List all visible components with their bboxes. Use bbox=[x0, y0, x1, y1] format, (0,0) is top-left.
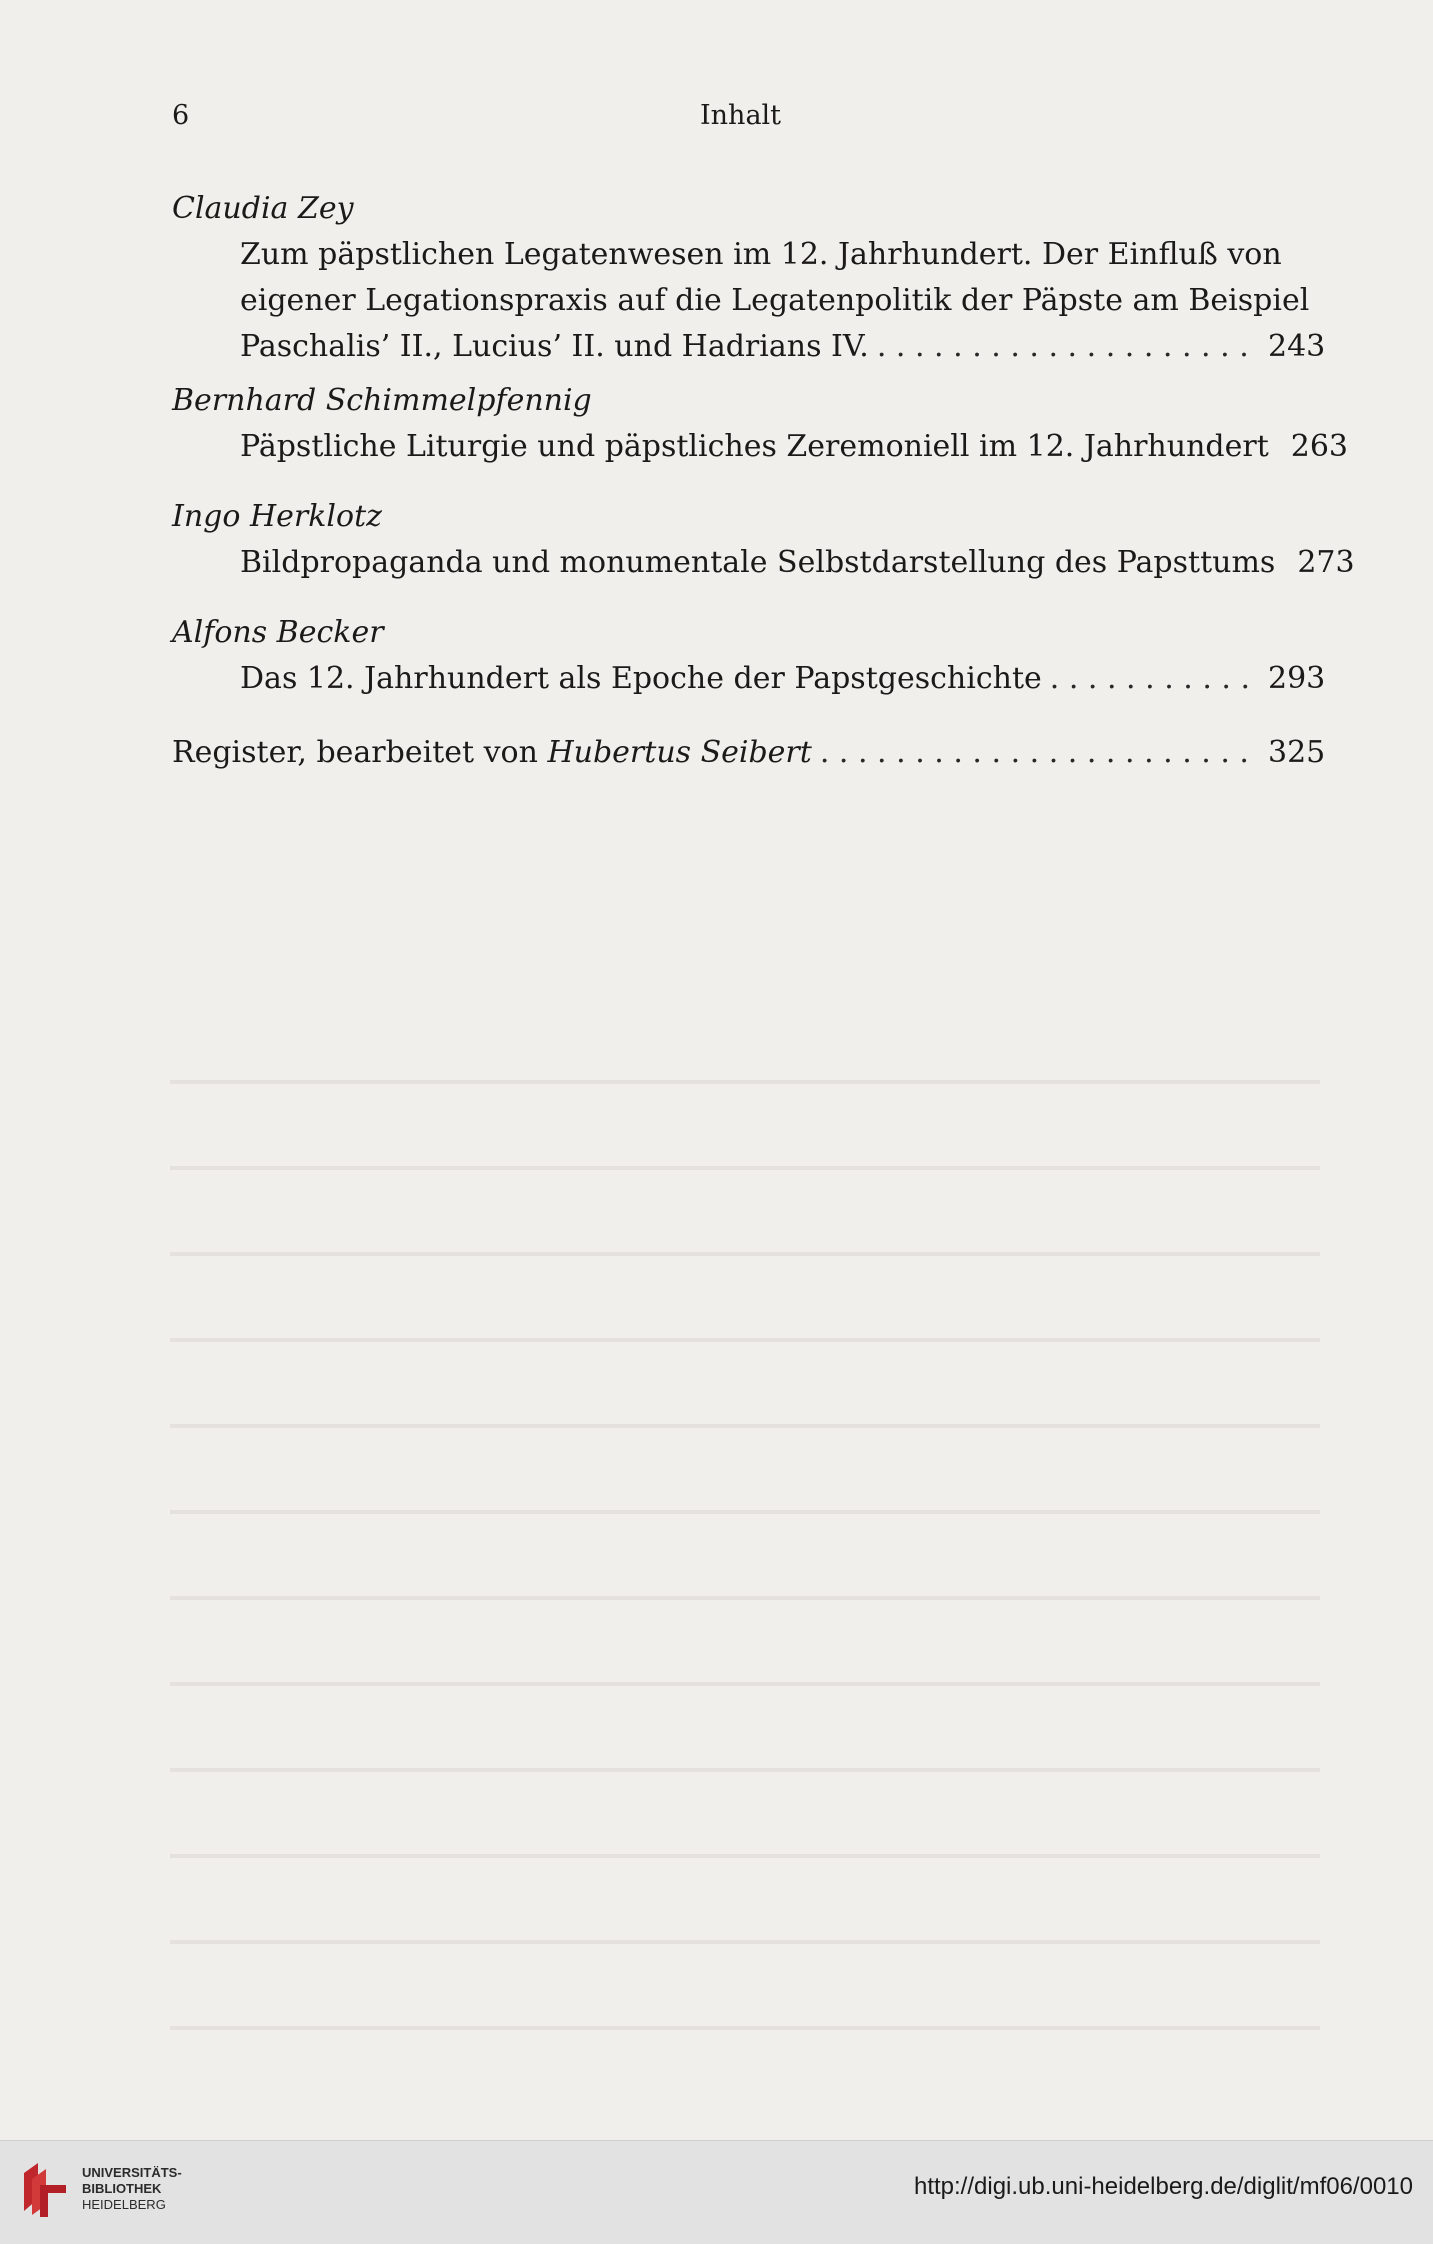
running-title: Inhalt bbox=[700, 100, 782, 131]
entry-title-line: Zum päpstlichen Legatenwesen im 12. Jahrhundert. Der Einfluß von bbox=[240, 237, 1282, 272]
entry-title-row bbox=[240, 424, 1349, 470]
entry-page: 293 bbox=[1268, 661, 1326, 696]
page-number: 6 bbox=[172, 100, 190, 131]
toc-entry-becker bbox=[172, 610, 1326, 702]
entry-page: 263 bbox=[1290, 429, 1349, 464]
leader-dots bbox=[877, 324, 1254, 370]
register-label: Register, bearbeitet von bbox=[172, 735, 538, 770]
leader-dots bbox=[820, 730, 1254, 776]
entry-title-row bbox=[240, 656, 1326, 702]
entry-title-line: eigener Legationspraxis auf die Legatenpolitik der Päpste am Beispiel bbox=[240, 283, 1310, 318]
entry-page: 325 bbox=[1268, 735, 1326, 770]
entry-title-row bbox=[240, 540, 1355, 586]
library-logo-icon bbox=[18, 2159, 72, 2219]
entry-title-row bbox=[240, 324, 1326, 370]
leader-dots bbox=[1050, 656, 1254, 702]
toc-entry-zey bbox=[172, 186, 1326, 370]
entry-author: Alfons Becker bbox=[172, 615, 384, 650]
entry-page: 273 bbox=[1297, 545, 1355, 580]
bleed-through-texture bbox=[170, 1040, 1320, 2060]
toc-entry-schimmelpfennig bbox=[172, 378, 1349, 470]
register-editor: Hubertus Seibert bbox=[547, 735, 812, 770]
register-row bbox=[172, 730, 1326, 776]
toc-entry-register bbox=[172, 730, 1326, 776]
entry-title-line: Bildpropaganda und monumentale Selbstdarstellung des Papsttums bbox=[240, 545, 1276, 580]
library-name: UNIVERSITÄTS- BIBLIOTHEK HEIDELBERG bbox=[82, 2165, 182, 2212]
entry-title-line: Päpstliche Liturgie und päpstliches Zeremoniell im 12. Jahrhundert bbox=[240, 429, 1269, 464]
entry-author: Bernhard Schimmelpfennig bbox=[172, 383, 592, 418]
library-footer bbox=[0, 2140, 1433, 2244]
entry-title-line: Paschalis’ II., Lucius’ II. und Hadrians IV. bbox=[240, 329, 869, 364]
toc-entry-herklotz bbox=[172, 494, 1355, 586]
entry-author: Claudia Zey bbox=[172, 191, 354, 226]
source-url-link[interactable]: http://digi.ub.uni-heidelberg.de/diglit/mf06/0010 bbox=[913, 2173, 1413, 2200]
entry-title-line: Das 12. Jahrhundert als Epoche der Papstgeschichte bbox=[240, 661, 1042, 696]
entry-author: Ingo Herklotz bbox=[172, 499, 382, 534]
entry-page: 243 bbox=[1268, 329, 1326, 364]
